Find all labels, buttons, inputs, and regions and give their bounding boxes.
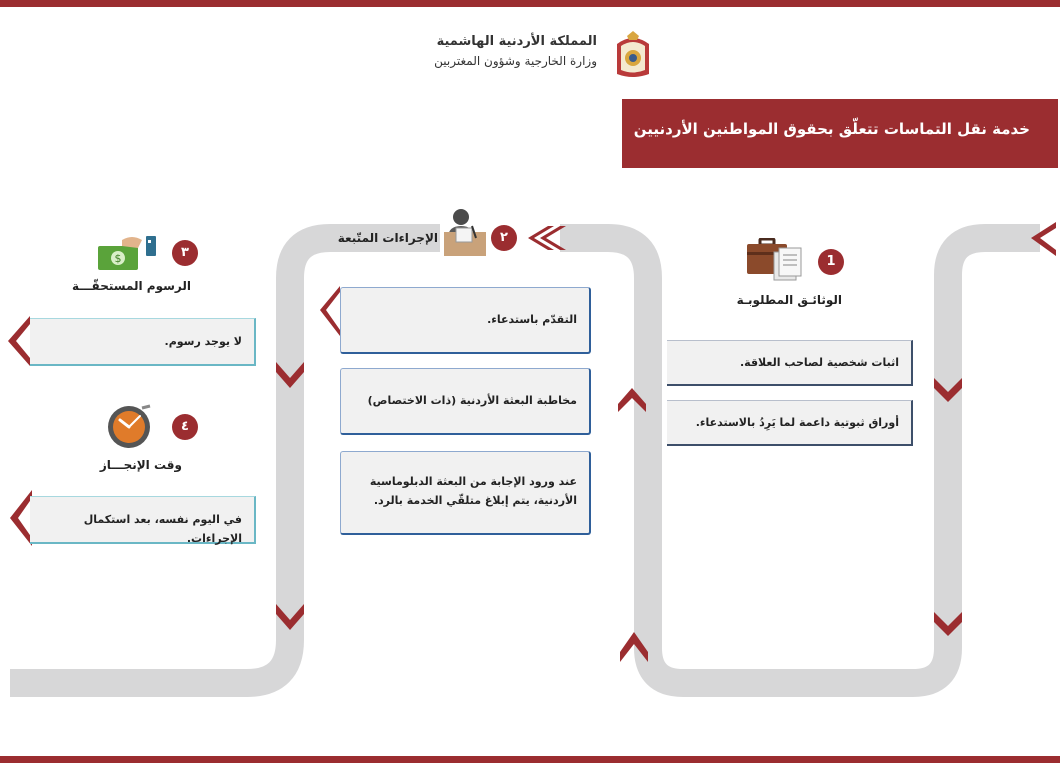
list-item: لا يوجد رسوم.	[30, 318, 256, 366]
list-item: مخاطبة البعثة الأردنية (ذات الاختصاص)	[340, 368, 591, 435]
list-item: التقدّم باستدعاء.	[340, 287, 591, 354]
time-label: وقت الإنجـــاز	[99, 458, 182, 472]
step-number-3: ٣	[172, 240, 198, 266]
documents-label: الوثائـق المطلوبـة	[736, 293, 842, 307]
kingdom-name: المملكة الأردنية الهاشمية	[436, 34, 597, 49]
step-number-1: 1	[818, 249, 844, 275]
list-item: اثبات شخصية لصاحب العلاقة.	[667, 340, 913, 386]
clock-icon	[106, 404, 154, 450]
list-item: في اليوم نفسه، بعد استكمال الإجراءات.	[30, 496, 256, 544]
chevron-left-icon	[10, 490, 32, 546]
page-title: خدمة نقل التماسات تتعلّق بحقوق المواطنين الأردنيين	[633, 120, 1030, 138]
step-number-2: ٢	[491, 225, 517, 251]
money-hand-icon	[98, 234, 162, 274]
svg-text:$: $	[114, 252, 122, 265]
list-item: عند ورود الإجابة من البعثة الدبلوماسية الأردنية، يتم إبلاغ متلقّي الخدمة بالرد.	[340, 451, 591, 535]
briefcase-icon	[746, 238, 806, 282]
bottom-accent-bar	[0, 756, 1060, 763]
chevron-left-icon	[8, 316, 30, 366]
step-number-4: ٤	[172, 414, 198, 440]
procedures-label: الإجراءات المتّبعة	[337, 231, 438, 245]
ministry-name: وزارة الخارجية وشؤون المغتربين	[434, 54, 597, 68]
person-at-desk-icon	[444, 208, 486, 256]
fees-label: الرسوم المستحقّـــة	[71, 279, 191, 293]
chevron-left-icon	[320, 286, 340, 336]
list-item: أوراق ثبوتية داعمة لما يَرِدُ بالاستدعاء.	[667, 400, 913, 446]
